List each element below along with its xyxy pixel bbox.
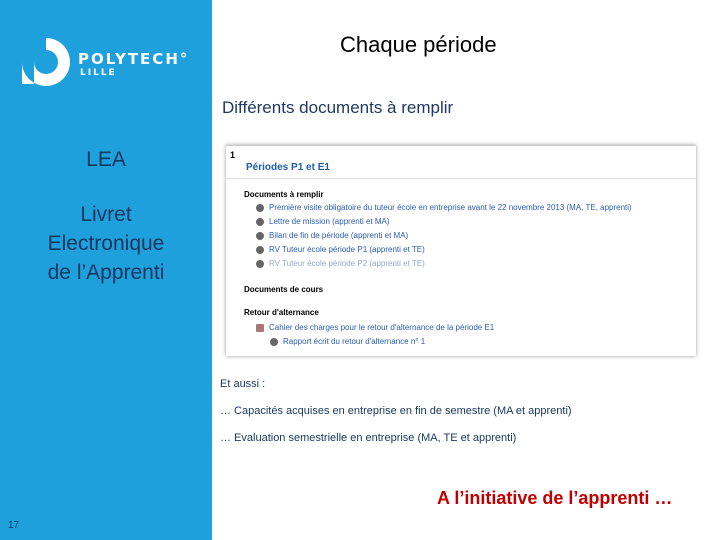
doc-item[interactable]: RV Tuteur école période P1 (apprenti et TE): [256, 245, 425, 254]
livret-line: Electronique: [47, 232, 165, 255]
slide-title: Chaque période: [340, 32, 497, 57]
livret-line: de l’Apprenti: [47, 261, 165, 284]
initiative-text: A l’initiative de l’apprenti …: [437, 488, 673, 508]
section-docs: Documents à remplir: [244, 190, 324, 199]
slide-subtitle: Différents documents à remplir: [222, 98, 454, 117]
livret-line: Livret: [80, 203, 132, 226]
section-retour: Retour d'alternance: [244, 308, 319, 317]
activity-icon: [256, 232, 264, 240]
lea-heading: LEA: [86, 148, 126, 171]
section-cours: Documents de cours: [244, 285, 324, 294]
page-number: 17: [8, 520, 20, 531]
doc-item[interactable]: Première visite obligatoire du tuteur école en entreprise avant le 22 novembre 2013 (MA, TE, apprenti): [256, 203, 632, 212]
aussi-label: Et aussi :: [220, 378, 266, 390]
activity-icon: [256, 218, 264, 226]
embedded-screenshot: [226, 145, 696, 356]
sidebar: [0, 0, 212, 540]
activity-icon: [256, 204, 264, 212]
retour-item[interactable]: Cahier des charges pour le retour d'alternance de la période E1: [256, 323, 494, 332]
logo-text: POLYTECH°: [78, 50, 190, 68]
doc-item[interactable]: Lettre de mission (apprenti et MA): [256, 217, 390, 226]
assignment-icon: [270, 338, 278, 346]
retour-item[interactable]: Rapport écrit du retour d'alternance n° 1: [270, 337, 425, 346]
doc-item[interactable]: RV Tuteur école période P2 (apprenti et TE): [256, 259, 425, 268]
divider: [226, 178, 696, 179]
livret-heading: [0, 200, 212, 287]
logo-subtext: LILLE: [80, 68, 117, 78]
activity-icon: [256, 246, 264, 254]
document-icon: [256, 324, 264, 332]
activity-icon: [256, 260, 264, 268]
aussi-item: … Capacités acquises en entreprise en fin de semestre (MA et apprenti): [220, 405, 572, 417]
section-number: 1: [230, 150, 236, 160]
doc-item[interactable]: Bilan de fin de période (apprenti et MA): [256, 231, 408, 240]
period-header: Périodes P1 et E1: [246, 162, 330, 173]
aussi-item: … Evaluation semestrielle en entreprise (MA, TE et apprenti): [220, 432, 517, 444]
